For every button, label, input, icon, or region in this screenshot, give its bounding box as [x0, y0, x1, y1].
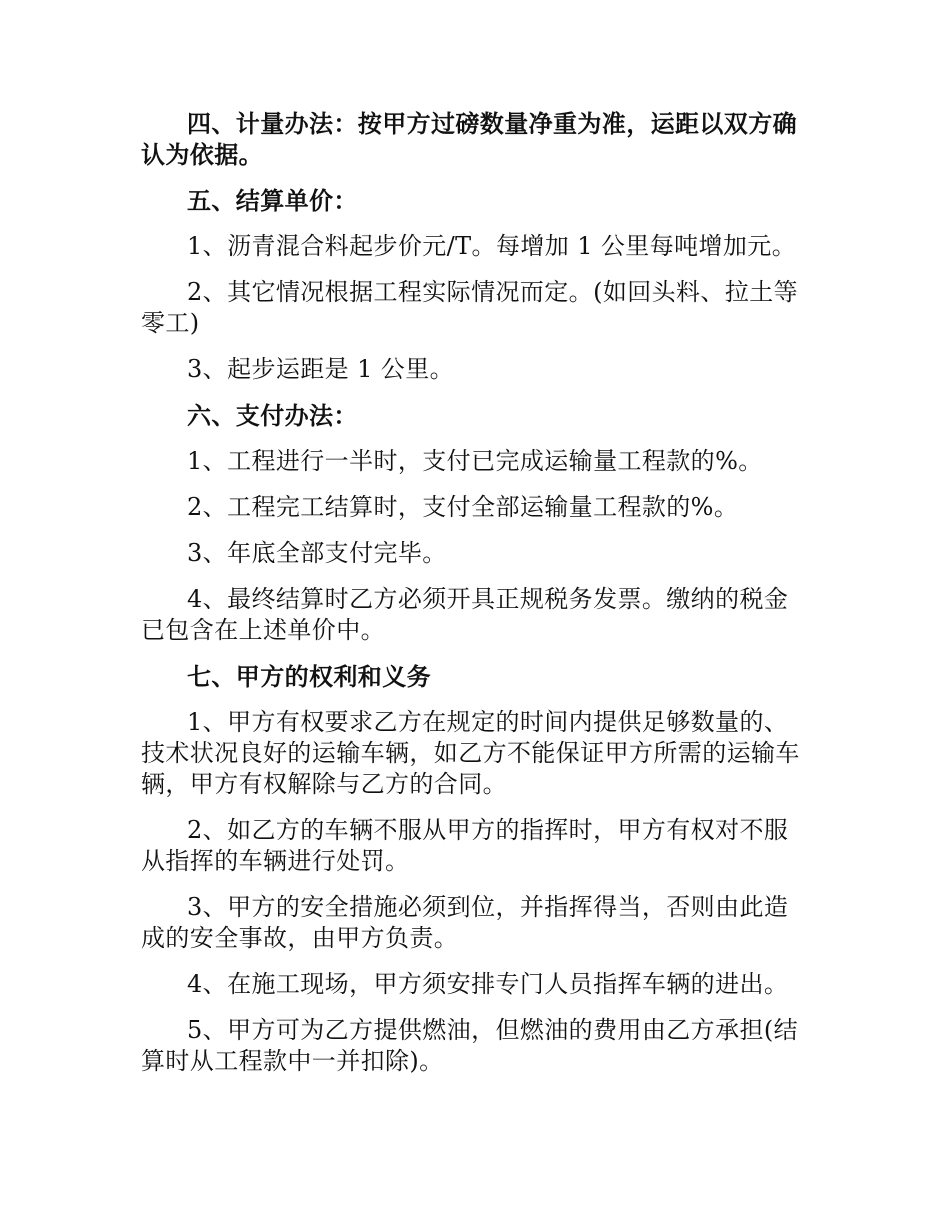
- settlement-item-3: 3、起步运距是 1 公里。: [187, 355, 454, 383]
- settlement-item-1: 1、沥青混合料起步价元/T。每增加 1 公里每吨增加元。: [187, 232, 797, 260]
- section-heading-rights: 七、甲方的权利和义务: [187, 662, 431, 691]
- rights-item-1: 1、甲方有权要求乙方在规定的时间内提供足够数量的、技术状况良好的运输车辆，如乙方不能保证甲方所需的运输车辆，甲方有权解除与乙方的合同。: [141, 708, 800, 798]
- payment-item-2: 2、工程完工结算时，支付全部运输量工程款的%。: [187, 493, 739, 521]
- payment-item-4: 4、最终结算时乙方必须开具正规税务发票。缴纳的税金已包含在上述单价中。: [141, 585, 789, 644]
- section-heading-settlement: 五、结算单价：: [187, 186, 358, 215]
- section-heading-payment: 六、支付办法：: [187, 401, 358, 430]
- payment-item-1: 1、工程进行一半时，支付已完成运输量工程款的%。: [187, 447, 763, 475]
- rights-item-5: 5、甲方可为乙方提供燃油，但燃油的费用由乙方承担(结算时从工程款中一并扣除)。: [141, 1016, 799, 1075]
- section-heading-measurement: 四、计量办法：按甲方过磅数量净重为准，运距以双方确认为依据。: [141, 109, 797, 169]
- rights-item-2: 2、如乙方的车辆不服从甲方的指挥时，甲方有权对不服从指挥的车辆进行处罚。: [141, 816, 789, 875]
- payment-item-3: 3、年底全部支付完毕。: [187, 539, 447, 567]
- rights-item-4: 4、在施工现场，甲方须安排专门人员指挥车辆的进出。: [187, 970, 789, 998]
- settlement-item-2: 2、其它情况根据工程实际情况而定。(如回头料、拉土等零工): [141, 278, 799, 337]
- document-page: [141, 108, 811, 1092]
- rights-item-3: 3、甲方的安全措施必须到位，并指挥得当，否则由此造成的安全事故，由甲方负责。: [141, 893, 789, 952]
